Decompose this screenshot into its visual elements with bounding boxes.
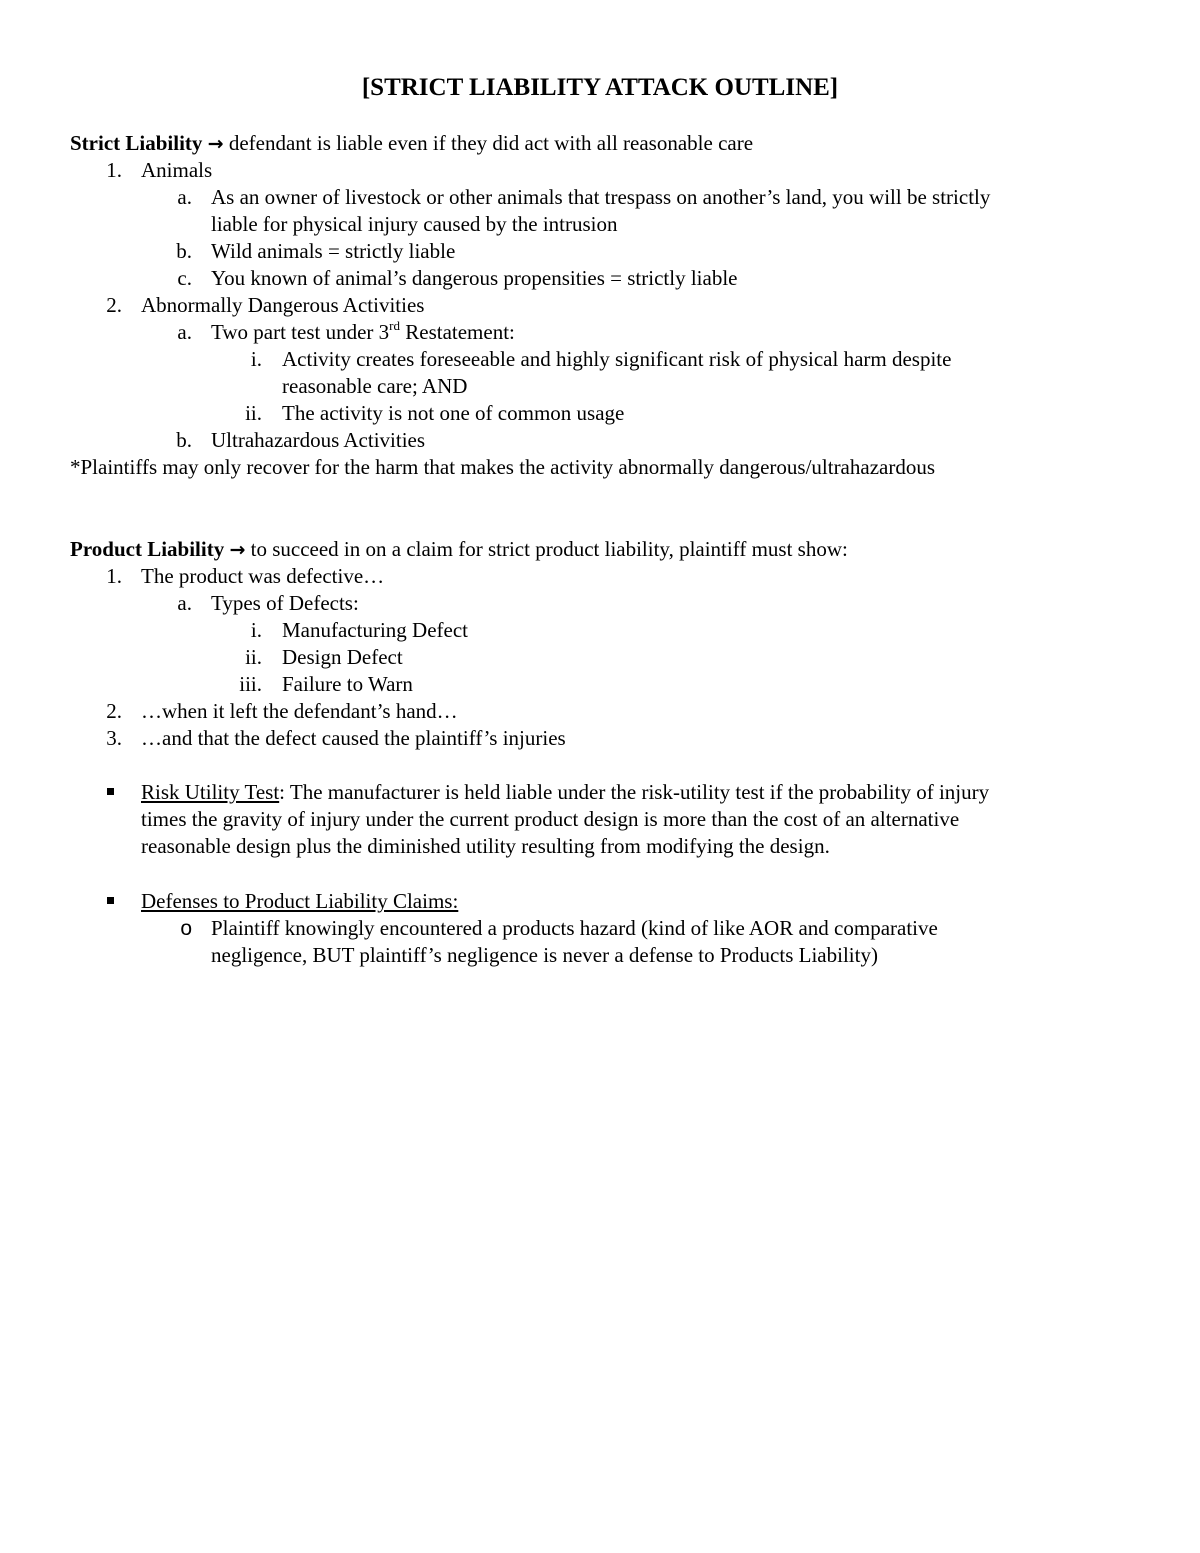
right-arrow-icon: →	[229, 539, 246, 561]
list-item-two-part-test	[211, 319, 515, 346]
list-letter: a.	[177, 185, 192, 209]
list-roman: ii.	[245, 645, 262, 669]
square-bullet-icon	[107, 897, 114, 904]
list-item-line: Failure to Warn	[282, 672, 413, 696]
defenses-line: negligence, BUT plaintiff’s negligence is never a defense to Products Liability)	[211, 943, 878, 967]
defenses-line: Plaintiff knowingly encountered a products hazard (kind of like AOR and comparative	[211, 916, 938, 940]
strict-liability-definition-line	[70, 130, 753, 158]
defenses-label: Defenses to Product Liability Claims:	[141, 889, 459, 913]
list-item-animals: Animals	[141, 158, 213, 182]
list-item-line: Wild animals = strictly liable	[211, 239, 456, 263]
strict-liability-heading: Strict Liability	[70, 131, 203, 155]
product-liability-heading: Product Liability	[70, 537, 225, 561]
strict-liability-definition: defendant is liable even if they did act with all reasonable care	[228, 131, 754, 155]
risk-utility-line: times the gravity of injury under the current product design is more than the cost of an alternative	[141, 807, 960, 831]
list-roman: iii.	[239, 672, 262, 696]
list-item-line: You known of animal’s dangerous propensities = strictly liable	[211, 266, 738, 290]
list-item-line: …when it left the defendant’s hand…	[141, 699, 458, 723]
plaintiffs-note: *Plaintiffs may only recover for the harm that makes the activity abnormally dangerous/ultrahazardous	[70, 455, 936, 479]
list-item-line: liable for physical injury caused by the intrusion	[211, 212, 618, 236]
risk-utility-line	[141, 779, 989, 806]
list-letter: a.	[177, 591, 192, 615]
risk-utility-line: reasonable design plus the diminished utility resulting from modifying the design.	[141, 834, 830, 858]
list-item-line: Activity creates foreseeable and highly significant risk of physical harm despite	[282, 347, 952, 371]
list-roman: i.	[250, 347, 262, 371]
text-run: Restatement:	[400, 320, 515, 344]
right-arrow-icon: →	[207, 133, 224, 155]
text-run: : The manufacturer is held liable under the risk-utility test if the probability of injury	[279, 780, 990, 804]
list-number: 3.	[106, 726, 122, 750]
product-liability-definition-line	[70, 536, 848, 564]
list-item-line: As an owner of livestock or other animals that trespass on another’s land, you will be strictly	[211, 185, 991, 209]
list-item-line: …and that the defect caused the plaintiff’s injuries	[141, 726, 566, 750]
list-item-line: The activity is not one of common usage	[282, 401, 625, 425]
list-item-abnormally-dangerous: Abnormally Dangerous Activities	[141, 293, 425, 317]
list-number: 1.	[106, 158, 122, 182]
list-item-types-of-defects: Types of Defects:	[211, 591, 359, 615]
document-title: [STRICT LIABILITY ATTACK OUTLINE]	[361, 74, 839, 101]
circle-bullet-icon: o	[180, 917, 192, 940]
list-item-line: reasonable care; AND	[282, 374, 468, 398]
list-letter: a.	[177, 320, 192, 344]
text-run: Two part test under 3	[211, 320, 390, 344]
list-letter: b.	[176, 239, 192, 263]
list-item-line: Ultrahazardous Activities	[211, 428, 426, 452]
list-number: 1.	[106, 564, 122, 588]
list-item-line: Manufacturing Defect	[282, 618, 468, 642]
product-liability-definition: to succeed in on a claim for strict product liability, plaintiff must show:	[250, 537, 848, 561]
superscript: rd	[389, 318, 400, 333]
risk-utility-label: Risk Utility Test	[141, 780, 280, 804]
list-roman: ii.	[245, 401, 262, 425]
list-number: 2.	[106, 293, 122, 317]
list-item-line: Design Defect	[282, 645, 403, 669]
list-roman: i.	[250, 618, 262, 642]
list-letter: c.	[177, 266, 192, 290]
list-item-line: The product was defective…	[141, 564, 385, 588]
list-number: 2.	[106, 699, 122, 723]
square-bullet-icon	[107, 788, 114, 795]
list-letter: b.	[176, 428, 192, 452]
